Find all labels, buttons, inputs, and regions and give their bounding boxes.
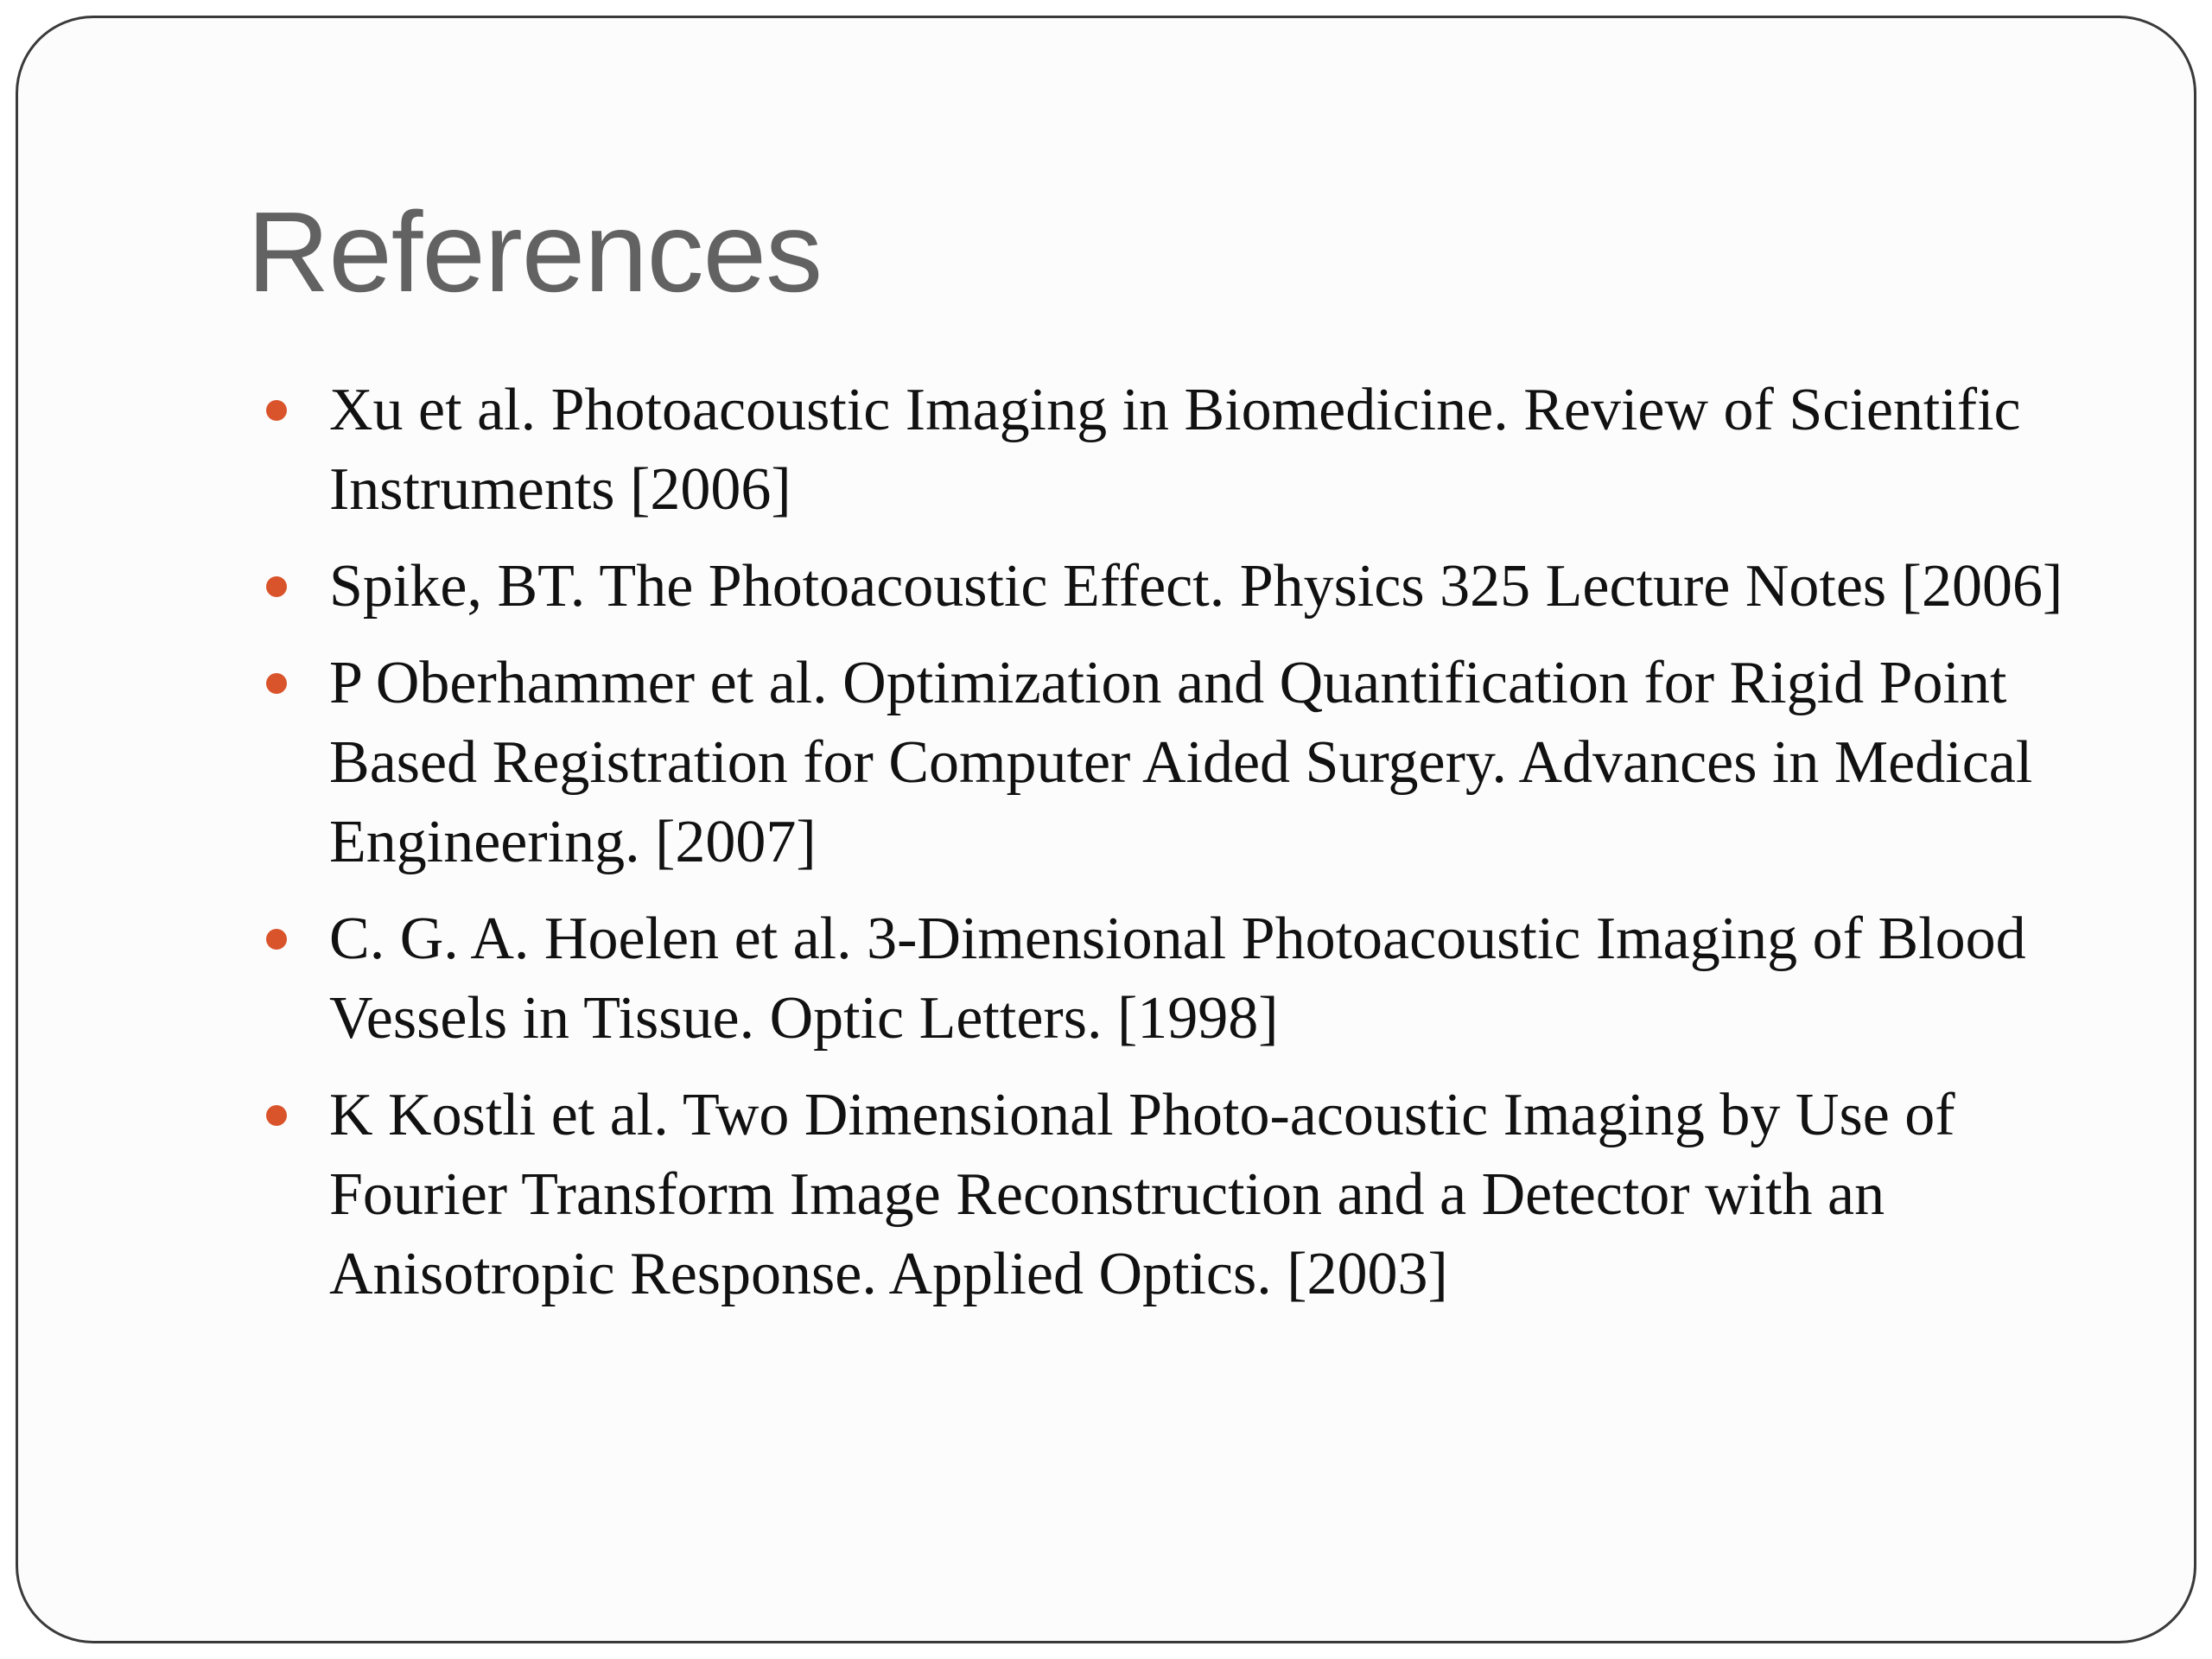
slide-title: References: [247, 188, 823, 315]
reference-text: K Kostli et al. Two Dimensional Photo-acoustic Imaging by Use of Fourier Transform Image Reconstruction and a Detector with an Anisotropic Response. Applied Optics. [2003]: [329, 1082, 1955, 1307]
bullet-icon: [266, 1105, 287, 1126]
reference-text: Xu et al. Photoacoustic Imaging in Biomedicine. Review of Scientific Instruments [2006]: [329, 377, 2021, 523]
slide: [16, 16, 2196, 1643]
reference-item: [247, 371, 2131, 530]
reference-text: P Oberhammer et al. Optimization and Quantification for Rigid Point Based Registration for Computer Aided Surgery. Advances in Medical Engineering. [2007]: [329, 650, 2033, 875]
reference-list: [247, 371, 2131, 1332]
bullet-icon: [266, 673, 287, 694]
reference-text: Spike, BT. The Photoacoustic Effect. Physics 325 Lecture Notes [2006]: [329, 553, 2063, 620]
reference-item: [247, 644, 2131, 882]
reference-text: C. G. A. Hoelen et al. 3-Dimensional Photoacoustic Imaging of Blood Vessels in Tissue. Optic Letters. [1998]: [329, 906, 2026, 1052]
reference-item: [247, 1076, 2131, 1314]
reference-item: [247, 547, 2131, 626]
bullet-icon: [266, 400, 287, 421]
bullet-icon: [266, 576, 287, 597]
reference-item: [247, 899, 2131, 1058]
bullet-icon: [266, 929, 287, 950]
